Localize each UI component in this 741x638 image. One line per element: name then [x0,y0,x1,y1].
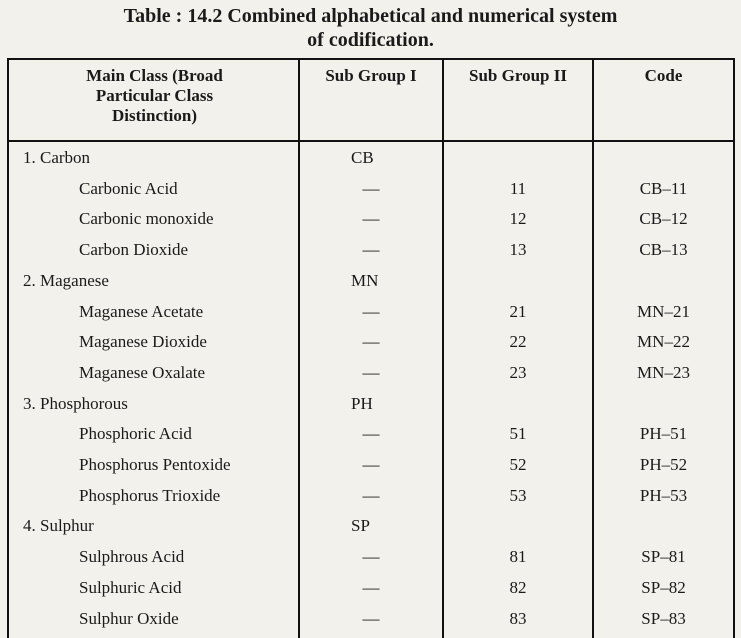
header-main-class-line-3: Distinction) [112,106,197,125]
item-name-cell: Maganese Dioxide [79,332,207,351]
item-name-cell: Carbon Dioxide [79,240,189,259]
code-cell: MN–22 [637,332,690,351]
main-class-cell: 3. Phosphorous [23,394,128,413]
sub-group-2-cell: 13 [509,240,527,259]
code-cell: CB–13 [639,240,688,259]
sub-group-1-cell: MN [351,271,379,290]
sub-group-2-cell: 22 [509,332,527,351]
sub-group-2-cell: 82 [509,578,527,597]
code-cell: MN–21 [637,302,690,321]
sub-group-1-cell: — [362,209,380,228]
sub-group-1-cell: PH [351,394,373,413]
main-class-cell: 4. Sulphur [23,516,94,535]
caption-line-1: Table : 14.2 Combined alphabetical and numerical system [123,5,618,27]
sub-group-2-cell: 23 [509,363,527,382]
header-code: Code [644,66,683,85]
sub-group-1-cell: — [362,486,380,505]
sub-group-1-cell: — [362,332,380,351]
item-name-cell: Maganese Acetate [79,302,204,321]
sub-group-1-cell: — [362,424,380,443]
sub-group-1-cell: CB [351,148,374,167]
sub-group-2-cell: 21 [509,302,527,321]
sub-group-1-cell: — [362,179,380,198]
sub-group-1-cell: — [362,609,380,628]
code-cell: CB–11 [639,179,688,198]
sub-group-2-cell: 53 [509,486,527,505]
item-name-cell: Carbonic monoxide [79,209,214,228]
item-name-cell: Phosphorus Pentoxide [79,455,231,474]
code-cell: SP–81 [641,547,686,566]
header-sub-group-2: Sub Group II [469,66,567,85]
sub-group-2-cell: 51 [509,424,527,443]
header-main-class-line-1: Main Class (Broad [86,66,223,85]
item-name-cell: Carbonic Acid [79,179,178,198]
sub-group-1-cell: — [362,240,380,259]
sub-group-1-cell: SP [351,516,370,535]
sub-group-1-cell: — [362,455,380,474]
header-rule [9,140,733,142]
sub-group-2-cell: 12 [509,209,527,228]
item-name-cell: Sulphuric Acid [79,578,182,597]
sub-group-1-cell: — [362,578,380,597]
code-cell: MN–23 [637,363,690,382]
header-main-class-line-2: Particular Class [95,86,214,105]
sub-group-1-cell: — [362,547,380,566]
sub-group-2-cell: 81 [509,547,527,566]
codification-table [7,58,735,638]
sub-group-2-cell: 52 [509,455,527,474]
item-name-cell: Maganese Oxalate [79,363,206,382]
main-class-cell: 2. Maganese [23,271,109,290]
sub-group-2-cell: 83 [509,609,527,628]
table-caption [0,4,741,52]
code-cell: SP–83 [641,609,686,628]
item-name-cell: Sulphrous Acid [79,547,185,566]
item-name-cell: Sulphur Oxide [79,609,179,628]
sub-group-2-cell: 11 [509,179,527,198]
sub-group-1-cell: — [362,302,380,321]
code-cell: PH–53 [639,486,688,505]
header-sub-group-1: Sub Group I [325,66,417,85]
code-cell: SP–82 [641,578,686,597]
main-class-cell: 1. Carbon [23,148,91,167]
item-name-cell: Phosphorus Trioxide [79,486,221,505]
caption-line-2: of codification. [307,29,434,51]
code-cell: CB–12 [639,209,688,228]
header-main-class [11,66,298,126]
code-cell: PH–51 [639,424,688,443]
sub-group-1-cell: — [362,363,380,382]
item-name-cell: Phosphoric Acid [79,424,192,443]
code-cell: PH–52 [639,455,688,474]
